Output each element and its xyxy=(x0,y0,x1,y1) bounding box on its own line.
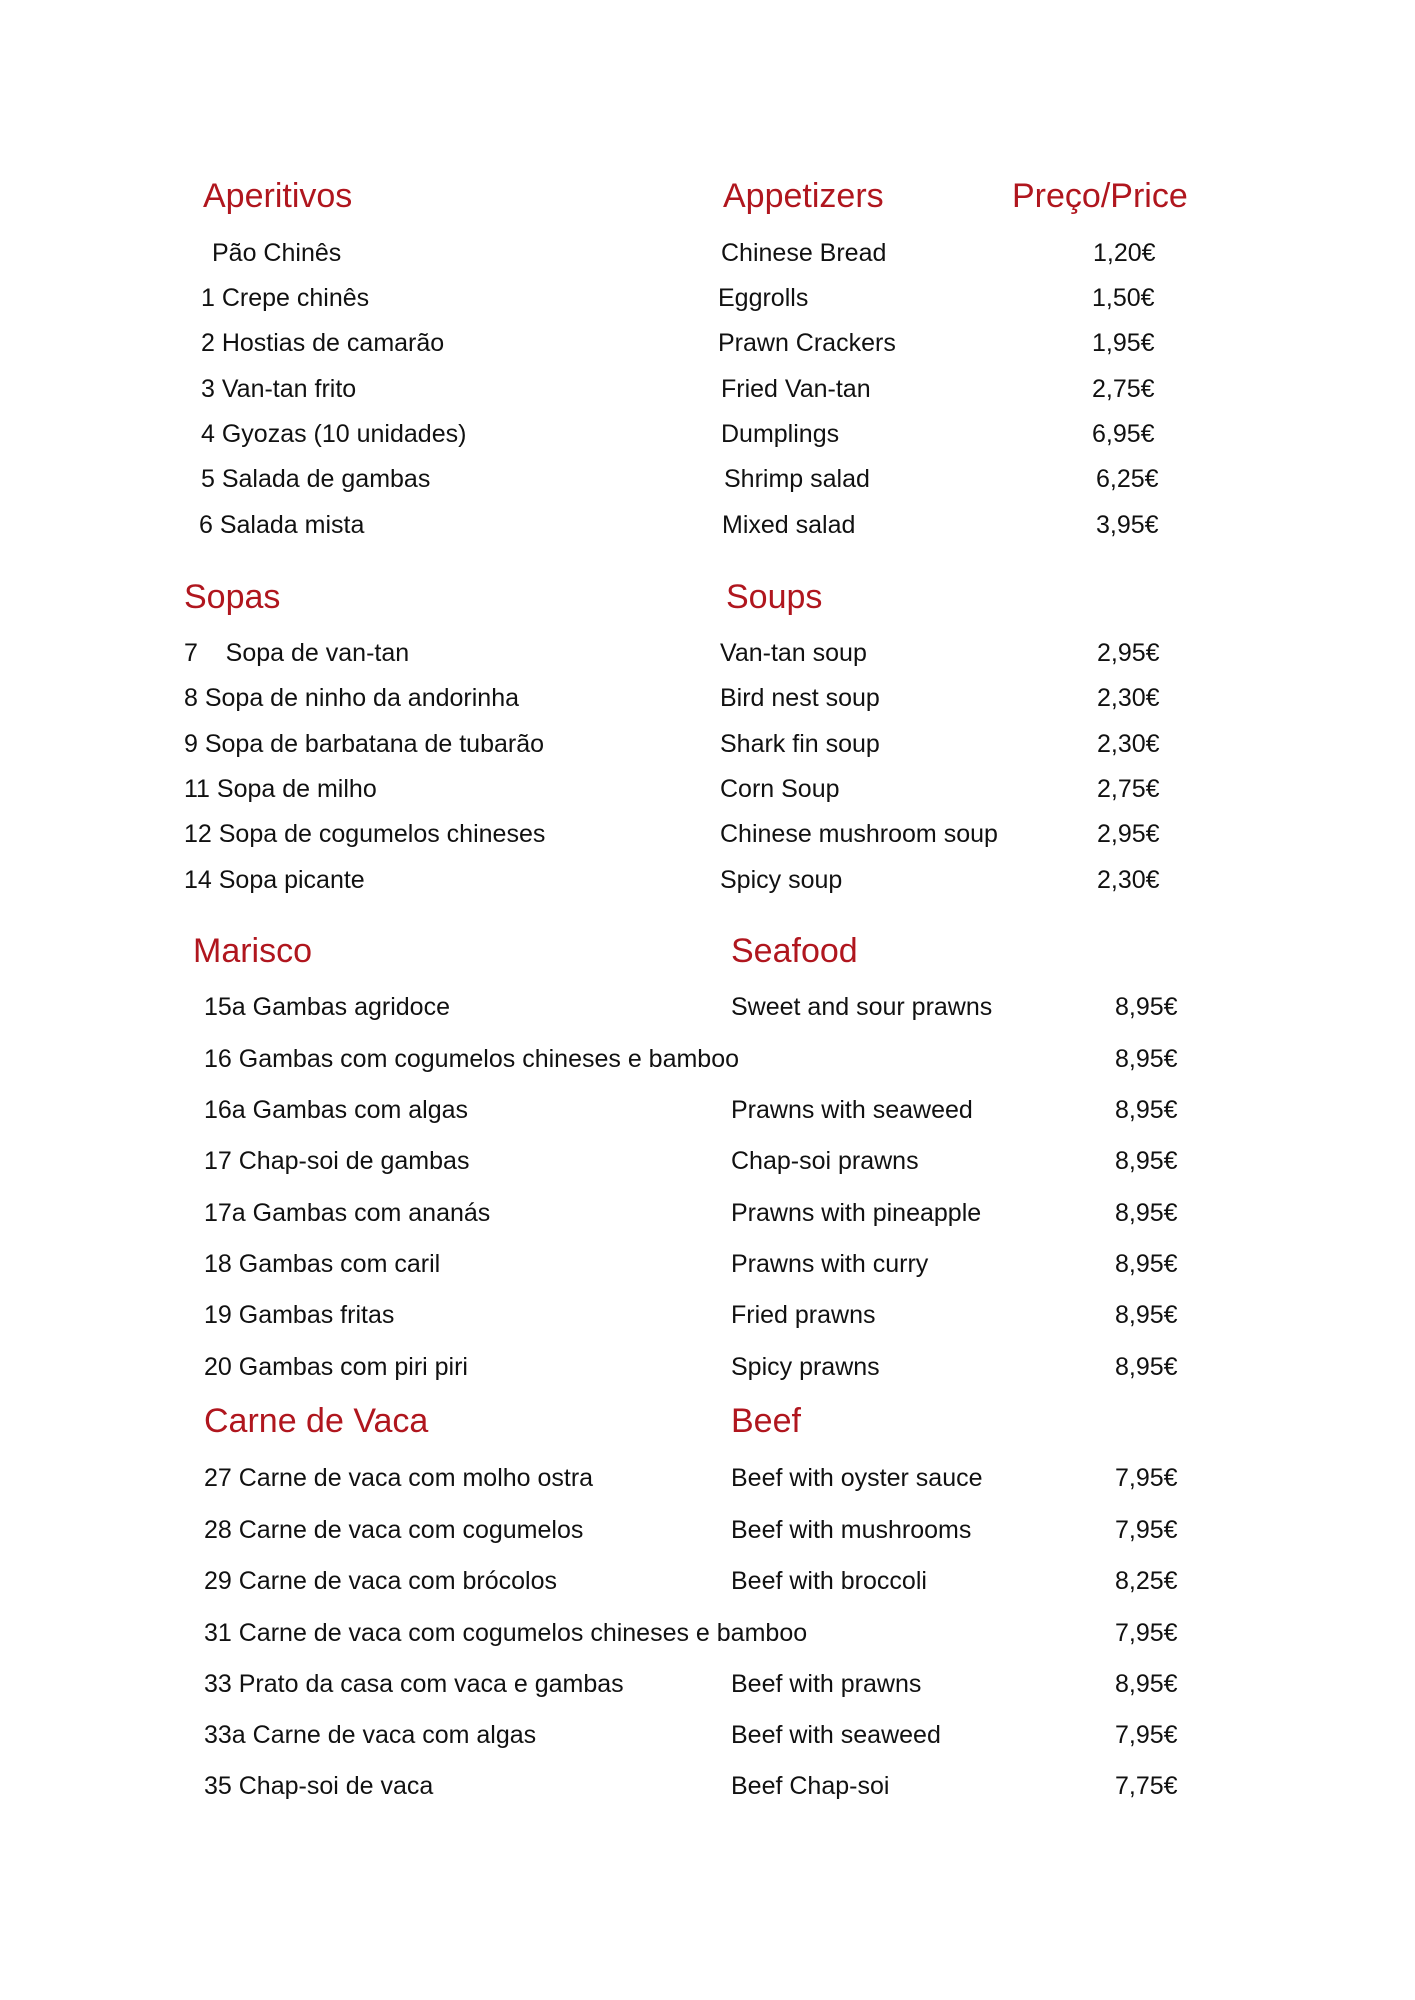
item-en: Beef with oyster sauce xyxy=(731,1464,983,1492)
item-pt: 12 Sopa de cogumelos chineses xyxy=(184,820,546,848)
item-pt: 14 Sopa picante xyxy=(184,866,365,894)
item-en: Prawn Crackers xyxy=(718,329,896,357)
item-pt: 15a Gambas agridoce xyxy=(204,993,450,1021)
item-pt: 27 Carne de vaca com molho ostra xyxy=(204,1464,594,1492)
section-title-en-appetizers: Appetizers xyxy=(723,177,884,215)
item-price: 2,95€ xyxy=(1097,820,1160,848)
item-pt: 16 Gambas com cogumelos chineses e bamboo xyxy=(204,1045,740,1073)
item-en: Beef with mushrooms xyxy=(731,1516,972,1544)
section-title-pt-marisco: Marisco xyxy=(193,932,313,970)
section-title-pt-carne-de-vaca: Carne de Vaca xyxy=(204,1402,429,1440)
item-pt: 11 Sopa de milho xyxy=(184,775,377,803)
item-price: 2,30€ xyxy=(1097,730,1160,758)
item-en: Beef with broccoli xyxy=(731,1567,927,1595)
item-pt: 35 Chap-soi de vaca xyxy=(204,1772,434,1800)
section-title-en-beef: Beef xyxy=(731,1402,801,1440)
item-price: 1,20€ xyxy=(1093,239,1156,267)
item-pt: 29 Carne de vaca com brócolos xyxy=(204,1567,557,1595)
item-pt: 6 Salada mista xyxy=(199,511,365,539)
item-price: 7,75€ xyxy=(1115,1772,1178,1800)
item-price: 8,95€ xyxy=(1115,1301,1178,1329)
item-en: Sweet and sour prawns xyxy=(731,993,993,1021)
item-price: 7,95€ xyxy=(1115,1516,1178,1544)
item-en: Beef Chap-soi xyxy=(731,1772,890,1800)
item-price: 8,95€ xyxy=(1115,1147,1178,1175)
item-price: 1,95€ xyxy=(1092,329,1155,357)
item-en: Chinese Bread xyxy=(721,239,887,267)
item-price: 8,25€ xyxy=(1115,1567,1178,1595)
price-column-title: Preço/Price xyxy=(1012,177,1188,215)
item-pt: 16a Gambas com algas xyxy=(204,1096,469,1124)
item-price: 8,95€ xyxy=(1115,1045,1178,1073)
item-price: 6,25€ xyxy=(1096,465,1159,493)
item-pt: 33a Carne de vaca com algas xyxy=(204,1721,537,1749)
item-en: Mixed salad xyxy=(722,511,856,539)
item-en: Chap-soi prawns xyxy=(731,1147,919,1175)
item-price: 2,30€ xyxy=(1097,684,1160,712)
item-en: Spicy prawns xyxy=(731,1353,880,1381)
section-title-en-soups: Soups xyxy=(726,578,823,616)
item-price: 6,95€ xyxy=(1092,420,1155,448)
item-pt: 31 Carne de vaca com cogumelos chineses e bamboo xyxy=(204,1619,808,1647)
item-pt: 4 Gyozas (10 unidades) xyxy=(201,420,467,448)
item-en: Fried prawns xyxy=(731,1301,876,1329)
item-pt: 7 Sopa de van-tan xyxy=(184,639,410,667)
item-price: 8,95€ xyxy=(1115,1096,1178,1124)
item-price: 2,75€ xyxy=(1092,375,1155,403)
item-pt: 19 Gambas fritas xyxy=(204,1301,395,1329)
item-en: Van-tan soup xyxy=(720,639,867,667)
item-pt: Pão Chinês xyxy=(212,239,342,267)
item-en: Fried Van-tan xyxy=(721,375,871,403)
item-pt: 3 Van-tan frito xyxy=(201,375,357,403)
item-pt: 5 Salada de gambas xyxy=(201,465,431,493)
item-price: 8,95€ xyxy=(1115,1670,1178,1698)
item-price: 1,50€ xyxy=(1092,284,1155,312)
item-en: Dumplings xyxy=(721,420,840,448)
item-en: Beef with seaweed xyxy=(731,1721,941,1749)
item-en: Shrimp salad xyxy=(724,465,870,493)
item-price: 8,95€ xyxy=(1115,993,1178,1021)
item-pt: 17a Gambas com ananás xyxy=(204,1199,491,1227)
item-price: 7,95€ xyxy=(1115,1619,1178,1647)
item-pt: 18 Gambas com caril xyxy=(204,1250,441,1278)
item-pt: 20 Gambas com piri piri xyxy=(204,1353,468,1381)
item-pt: 2 Hostias de camarão xyxy=(201,329,445,357)
item-en: Prawns with curry xyxy=(731,1250,929,1278)
item-pt: 9 Sopa de barbatana de tubarão xyxy=(184,730,545,758)
item-price: 8,95€ xyxy=(1115,1250,1178,1278)
item-price: 8,95€ xyxy=(1115,1353,1178,1381)
item-price: 8,95€ xyxy=(1115,1199,1178,1227)
item-pt: 1 Crepe chinês xyxy=(201,284,370,312)
section-title-pt-sopas: Sopas xyxy=(184,578,281,616)
item-en: Prawns with seaweed xyxy=(731,1096,973,1124)
item-en: Beef with prawns xyxy=(731,1670,922,1698)
section-title-en-seafood: Seafood xyxy=(731,932,858,970)
item-en: Corn Soup xyxy=(720,775,840,803)
item-price: 2,30€ xyxy=(1097,866,1160,894)
item-price: 7,95€ xyxy=(1115,1464,1178,1492)
item-en: Chinese mushroom soup xyxy=(720,820,998,848)
item-en: Shark fin soup xyxy=(720,730,880,758)
item-price: 3,95€ xyxy=(1096,511,1159,539)
item-price: 2,75€ xyxy=(1097,775,1160,803)
section-title-pt-aperitivos: Aperitivos xyxy=(203,177,353,215)
item-price: 7,95€ xyxy=(1115,1721,1178,1749)
item-en: Bird nest soup xyxy=(720,684,880,712)
item-en: Spicy soup xyxy=(720,866,843,894)
item-en: Prawns with pineapple xyxy=(731,1199,982,1227)
item-price: 2,95€ xyxy=(1097,639,1160,667)
item-pt: 8 Sopa de ninho da andorinha xyxy=(184,684,520,712)
item-pt: 33 Prato da casa com vaca e gambas xyxy=(204,1670,624,1698)
item-pt: 28 Carne de vaca com cogumelos xyxy=(204,1516,584,1544)
item-pt: 17 Chap-soi de gambas xyxy=(204,1147,470,1175)
item-en: Eggrolls xyxy=(718,284,809,312)
